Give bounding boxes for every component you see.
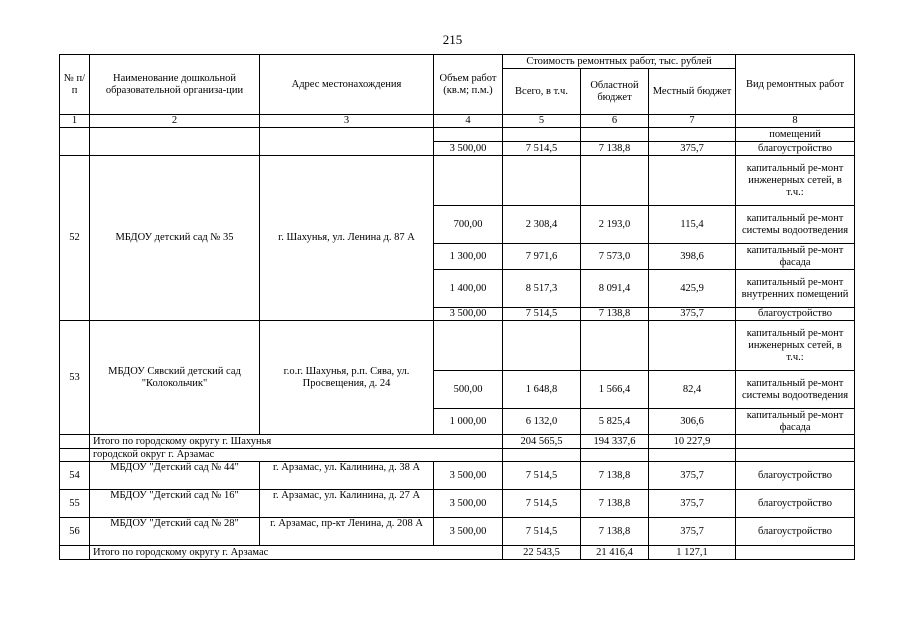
work-type-cell: благоустройство [736,142,855,156]
total-row [60,546,855,560]
org-address: г.о.г. Шахунья, р.п. Сява, ул. Просвещения, д. 24 [260,321,434,435]
local-cell: 10 227,9 [649,435,736,449]
section-empty-cell [736,449,855,462]
regional-cell: 2 193,0 [581,206,649,244]
total-label: Итого по городскому округу г. Шахунья [90,435,503,449]
regional-cell: 1 566,4 [581,371,649,409]
cont-local-cell [649,128,736,142]
work-type-cell: капитальный ре-монт инженерных сетей, в т.ч.: [736,156,855,206]
header-regional: Областной бюджет [581,69,649,115]
total-empty-cell [736,546,855,560]
volume-cell [434,156,503,206]
org-name: МБДОУ "Детский сад № 28" [90,518,260,546]
org-name: МБДОУ "Детский сад № 16" [90,490,260,518]
local-cell: 375,7 [649,308,736,321]
cont-regional-cell [581,128,649,142]
local-cell: 375,7 [649,490,736,518]
column-numbers-row [60,115,855,128]
org-address: г. Арзамас, ул. Калинина, д. 27 А [260,490,434,518]
total-cell: 8 517,3 [503,270,581,308]
regional-cell [581,321,649,371]
section-empty-cell [649,449,736,462]
total-cell: 2 308,4 [503,206,581,244]
volume-cell: 3 500,00 [434,490,503,518]
local-cell: 115,4 [649,206,736,244]
table-row [60,156,855,206]
header-volume: Объем работ (кв.м; п.м.) [434,55,503,115]
local-cell [649,321,736,371]
volume-cell [434,321,503,371]
work-type-cell: капитальный ре-монт фасада [736,409,855,435]
regional-cell: 7 138,8 [581,518,649,546]
volume-cell: 1 300,00 [434,244,503,270]
org-name: МБДОУ Сявский детский сад "Колокольчик" [90,321,260,435]
local-cell [649,156,736,206]
volume-cell: 1 000,00 [434,409,503,435]
work-type-cell: капитальный ре-монт фасада [736,244,855,270]
regional-cell: 21 416,4 [581,546,649,560]
total-cell: 204 565,5 [503,435,581,449]
total-cell: 6 132,0 [503,409,581,435]
local-cell: 425,9 [649,270,736,308]
cont-volume-cell [434,128,503,142]
table-row [60,518,855,546]
total-cell [503,321,581,371]
col-number: 6 [581,115,649,128]
total-empty-cell [60,435,90,449]
work-type-cell: капитальный ре-монт внутренних помещений [736,270,855,308]
work-type-cell: капитальный ре-монт инженерных сетей, в т.ч.: [736,321,855,371]
volume-cell: 3 500,00 [434,142,503,156]
col-number: 7 [649,115,736,128]
section-label: городской округ г. Арзамас [90,449,503,462]
table-row [60,462,855,490]
regional-cell: 7 138,8 [581,490,649,518]
row-num: 53 [60,321,90,435]
header-num: № п/п [60,55,90,115]
section-empty-cell [60,449,90,462]
total-cell: 7 514,5 [503,308,581,321]
cont-num-cell [60,128,90,156]
volume-cell: 700,00 [434,206,503,244]
org-address: г. Шахунья, ул. Ленина д. 87 А [260,156,434,321]
volume-cell: 1 400,00 [434,270,503,308]
repair-works-table [59,54,855,560]
total-cell [503,156,581,206]
org-name: МБДОУ "Детский сад № 44" [90,462,260,490]
local-cell: 1 127,1 [649,546,736,560]
total-empty-cell [60,546,90,560]
regional-cell: 194 337,6 [581,435,649,449]
regional-cell: 7 138,8 [581,308,649,321]
org-name: МБДОУ детский сад № 35 [90,156,260,321]
row-num: 52 [60,156,90,321]
volume-cell: 3 500,00 [434,308,503,321]
header-work-type: Вид ремонтных работ [736,55,855,115]
regional-cell: 7 138,8 [581,462,649,490]
section-row [60,449,855,462]
work-type-cell: благоустройство [736,308,855,321]
regional-cell: 5 825,4 [581,409,649,435]
work-type-cell: капитальный ре-монт системы водоотведения [736,206,855,244]
col-number: 8 [736,115,855,128]
org-address: г. Арзамас, ул. Калинина, д. 38 А [260,462,434,490]
total-cell: 7 514,5 [503,142,581,156]
col-number: 5 [503,115,581,128]
col-number: 3 [260,115,434,128]
volume-cell: 3 500,00 [434,518,503,546]
local-cell: 306,6 [649,409,736,435]
regional-cell: 7 573,0 [581,244,649,270]
table-row [60,321,855,371]
work-type-cell: благоустройство [736,462,855,490]
local-cell: 375,7 [649,142,736,156]
regional-cell: 8 091,4 [581,270,649,308]
header-cost-group: Стоимость ремонтных работ, тыс. рублей [503,55,736,69]
work-type-cell: благоустройство [736,490,855,518]
header-local: Местный бюджет [649,69,736,115]
work-type-cell: благоустройство [736,518,855,546]
total-cell: 1 648,8 [503,371,581,409]
local-cell: 398,6 [649,244,736,270]
local-cell: 82,4 [649,371,736,409]
row-num: 56 [60,518,90,546]
total-label: Итого по городскому округу г. Арзамас [90,546,503,560]
total-cell: 7 971,6 [503,244,581,270]
cont-name-cell [90,128,260,156]
regional-cell [581,156,649,206]
work-type-cell: помещений [736,128,855,142]
cont-address-cell [260,128,434,156]
section-empty-cell [581,449,649,462]
total-empty-cell [736,435,855,449]
header-address: Адрес местонахождения [260,55,434,115]
header-name: Наименование дошкольной образовательной организа-ции [90,55,260,115]
table-row [60,128,855,142]
local-cell: 375,7 [649,462,736,490]
work-type-cell: капитальный ре-монт системы водоотведения [736,371,855,409]
total-cell: 22 543,5 [503,546,581,560]
header-total: Всего, в т.ч. [503,69,581,115]
total-cell: 7 514,5 [503,490,581,518]
total-row [60,435,855,449]
total-cell: 7 514,5 [503,518,581,546]
header-row-1 [60,55,855,69]
org-address: г. Арзамас, пр-кт Ленина, д. 208 А [260,518,434,546]
page-number: 215 [442,32,463,47]
row-num: 54 [60,462,90,490]
local-cell: 375,7 [649,518,736,546]
col-number: 2 [90,115,260,128]
cont-total-cell [503,128,581,142]
volume-cell: 500,00 [434,371,503,409]
regional-cell: 7 138,8 [581,142,649,156]
col-number: 1 [60,115,90,128]
total-cell: 7 514,5 [503,462,581,490]
table-row [60,490,855,518]
section-empty-cell [503,449,581,462]
volume-cell: 3 500,00 [434,462,503,490]
row-num: 55 [60,490,90,518]
col-number: 4 [434,115,503,128]
